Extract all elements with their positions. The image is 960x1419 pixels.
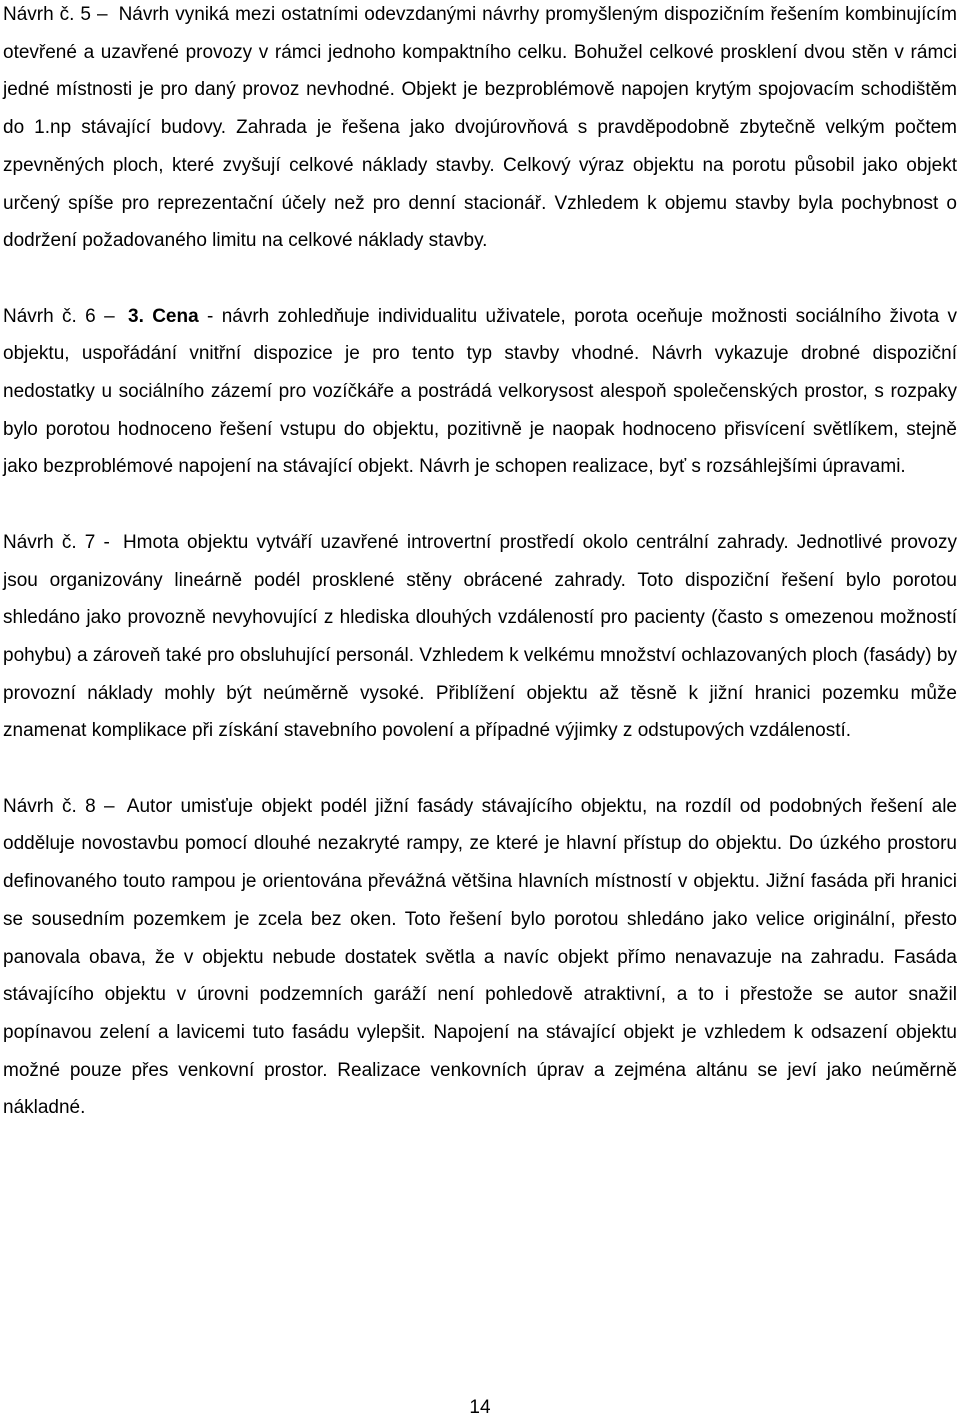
page-number: 14 [469, 1397, 491, 1418]
paragraph-text: - návrh zohledňuje individualitu uživatele, porota oceňuje možnosti sociálního života v objektu, uspořádání vnitřní dispozice je pro tento typ stavby vhodné. Návrh vykazuje drobné dispoziční nedostatky u sociálního zázemí pro vozíčkáře a postrádá velkorysost alespoň společenských prostor, s rozpaky bylo porotou hodnoceno řešení vstupu do objektu, pozitivně je naopak hodnoceno přisvícení světlíkem, stejně jako bezproblémové napojení na stávající objekt. Návrh je schopen realizace, byť s rozsáhlejšími úpravami. [3, 305, 958, 478]
paragraph-lead: Návrh č. 7 - [3, 531, 110, 553]
paragraph-lead: Návrh č. 8 – [3, 795, 115, 817]
paragraph-lead: Návrh č. 5 – [3, 4, 108, 25]
paragraph-lead: Návrh č. 6 – [3, 305, 115, 327]
paragraph-navrh-5 [3, 0, 957, 260]
document-page [3, 0, 957, 1127]
paragraph-text: Návrh vyniká mezi ostatními odevzdanými návrhy promyšleným dispozičním řešením kombinujícím otevřené a uzavřené provozy v rámci jednoho kompaktního celku. Bohužel celkové prosklení dvou stěn v rámci jedné místnosti je pro daný provoz nevhodné. Objekt je bezproblémově napojen krytým spojovacím schodištěm do 1.np stávající budovy. Zahrada je řešena jako dvojúrovňová s pravděpodobně zbytečně velkým počtem zpevněných ploch, které zvyšují celkové náklady stavby. Celkový výraz objektu na porotu působil jako objekt určený spíše pro reprezentační účely než pro denní stacionář. Vzhledem k objemu stavby byla pochybnost o dodržení požadovaného limitu na celkové náklady stavby. [3, 4, 958, 252]
paragraph-text: Autor umisťuje objekt podél jižní fasády stávajícího objektu, na rozdíl od podobných řešení ale odděluje novostavbu pomocí dlouhé nezakryté rampy, ze které je hlavní přístup do objektu. Do úzkého prostoru definovaného touto rampou je orientována převážná většina hlavních místností v objektu. Jižní fasáda při hranici se sousedním pozemkem je zcela bez oken. Toto řešení bylo porotou shledáno jako velice originální, přesto panovala obava, že v objektu nebude dostatek světla a navíc objekt přímo nenavazuje na zahradu. Fasáda stávajícího objektu v úrovni podzemních garáží není pohledově atraktivní, a to i přestože se autor snažil popínavou zelení a lavicemi tuto fasádu vylepšit. Napojení na stávající objekt je vzhledem k odsazení objektu možné pouze přes venkovní prostor. Realizace venkovních úprav a zejména altánu se jeví jako neúměrně nákladné. [3, 795, 957, 1119]
paragraph-navrh-8 [3, 788, 957, 1127]
paragraph-navrh-6 [3, 298, 957, 487]
paragraph-text: Hmota objektu vytváří uzavřené introvertní prostředí okolo centrální zahrady. Jednotlivé provozy jsou organizovány lineárně podél prosklené stěny obrácené zahrady. Toto dispoziční řešení bylo porotou shledáno jako provozně nevyhovující z hlediska dlouhých vzdáleností pro pacienty (často s omezenou možností pohybu) a zároveň také pro obsluhující personál. Vzhledem k velkému množství ochlazovaných ploch (fasády) by provozní náklady mohly být neúměrně vysoké. Přiblížení objektu až těsně k jižní hranici pozemku může znamenat komplikace při získání stavebního povolení a případné výjimky z odstupových vzdáleností. [3, 531, 957, 742]
award-label: 3. Cena [128, 305, 199, 327]
paragraph-navrh-7 [3, 524, 957, 750]
